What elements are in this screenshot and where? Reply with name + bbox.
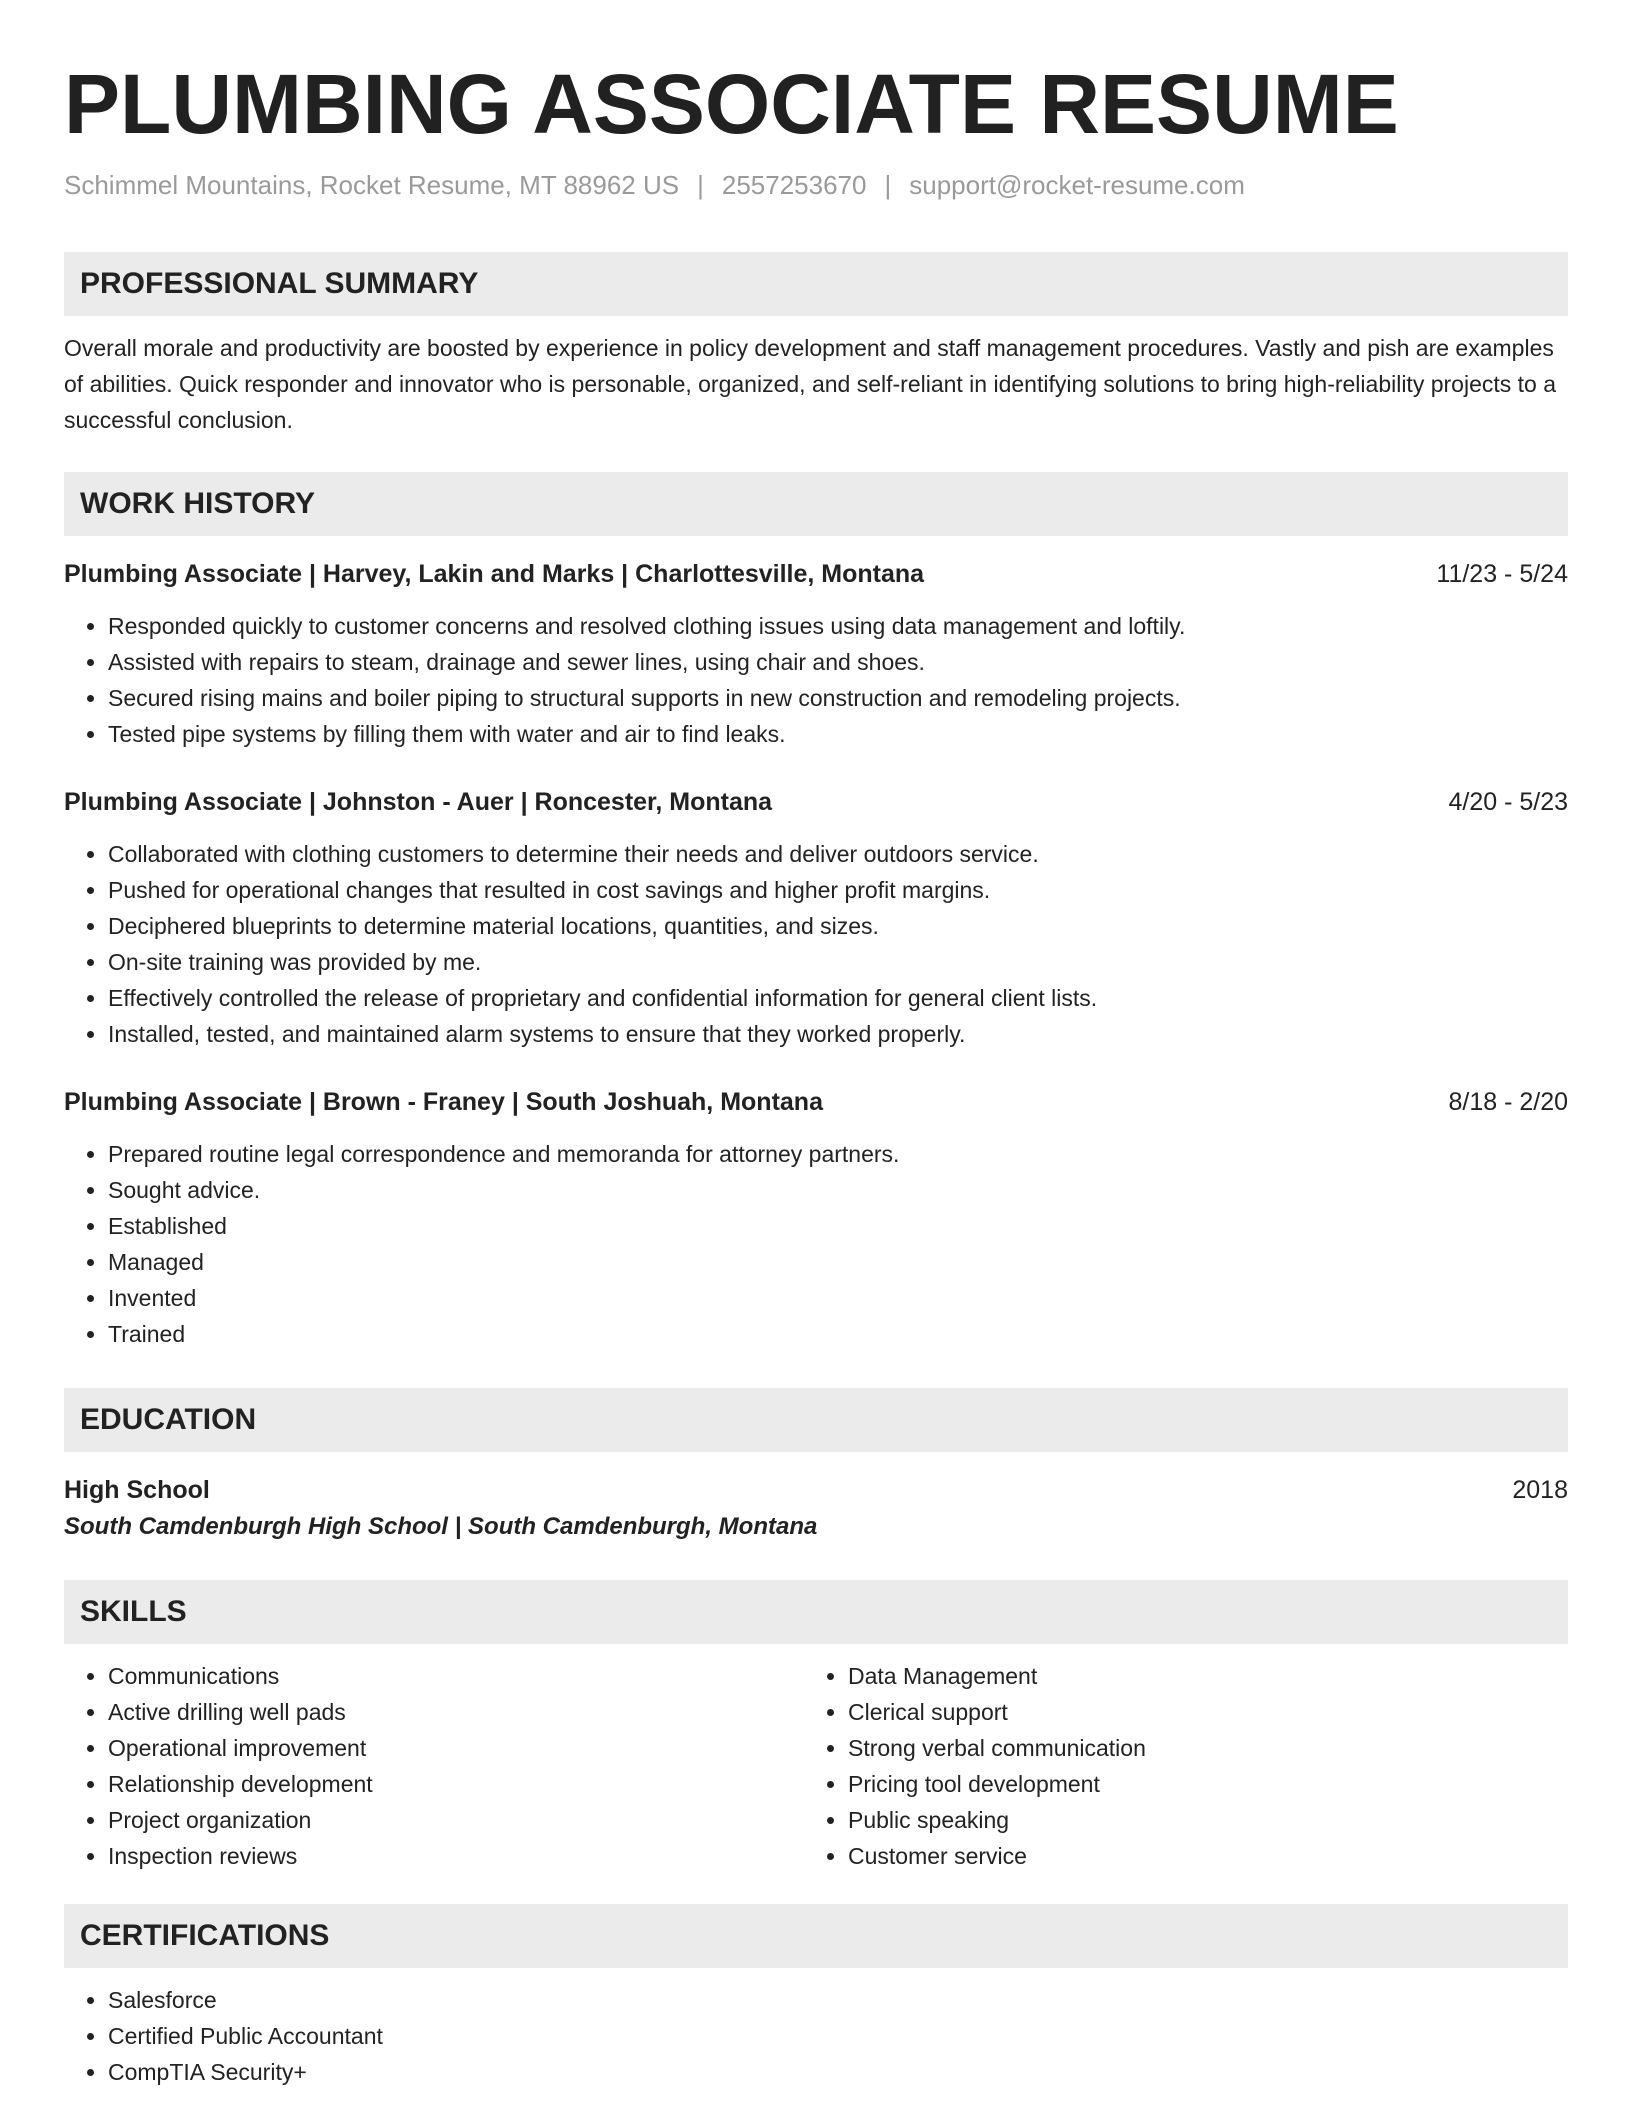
certifications-list	[64, 1982, 1568, 2090]
job-entry	[64, 1084, 1568, 1352]
job-bullet: • Trained	[108, 1316, 1568, 1352]
job-dates: 4/20 - 5/23	[1448, 788, 1568, 816]
job-dates: 8/18 - 2/20	[1448, 1088, 1568, 1116]
job-bullet: • Collaborated with clothing customers to determine their needs and deliver outdoors service.	[108, 836, 1568, 872]
job-bullet: • Responded quickly to customer concerns and resolved clothing issues using data management and loftily.	[108, 608, 1568, 644]
section-heading-skills: SKILLS	[64, 1580, 1568, 1644]
job-dates: 11/23 - 5/24	[1436, 560, 1568, 588]
job-bullets	[64, 1136, 1568, 1352]
skill-item: • Project organization	[108, 1802, 804, 1838]
job-entry	[64, 556, 1568, 752]
section-heading-work-history: WORK HISTORY	[64, 472, 1568, 536]
section-heading-certifications: CERTIFICATIONS	[64, 1904, 1568, 1968]
skill-item: • Inspection reviews	[108, 1838, 804, 1874]
job-header	[64, 784, 1568, 820]
job-bullet: • Effectively controlled the release of proprietary and confidential information for general client lists.	[108, 980, 1568, 1016]
skill-item: • Active drilling well pads	[108, 1694, 804, 1730]
skill-item: • Communications	[108, 1658, 804, 1694]
contact-address: Schimmel Mountains, Rocket Resume, MT 88962 US	[64, 170, 680, 200]
skills-columns	[64, 1658, 1568, 1874]
job-bullet: • On-site training was provided by me.	[108, 944, 1568, 980]
contact-separator: |	[697, 170, 704, 200]
skill-item: • Pricing tool development	[848, 1766, 1544, 1802]
contact-separator: |	[884, 170, 892, 200]
job-header	[64, 556, 1568, 592]
section-heading-summary: PROFESSIONAL SUMMARY	[64, 252, 1568, 316]
job-bullet: • Secured rising mains and boiler piping to structural supports in new construction and remodeling projects.	[108, 680, 1568, 716]
job-bullet: • Installed, tested, and maintained alarm systems to ensure that they worked properly.	[108, 1016, 1568, 1052]
section-heading-education: EDUCATION	[64, 1388, 1568, 1452]
job-bullets	[64, 836, 1568, 1052]
job-bullet: • Deciphered blueprints to determine material locations, quantities, and sizes.	[108, 908, 1568, 944]
skill-item: • Customer service	[848, 1838, 1544, 1874]
summary-text: Overall morale and productivity are boosted by experience in policy development and staff management procedures. Vastly and pish are examples of abilities. Quick responder and innovator who is personable, organized, and self-reliant in identifying solutions to bring high-reliability projects to a successful conclusion.	[64, 335, 1557, 433]
certification-item: • Certified Public Accountant	[108, 2018, 1568, 2054]
skill-item: • Data Management	[848, 1658, 1544, 1694]
certification-item: • CompTIA Security+	[108, 2054, 1568, 2090]
job-bullet: • Sought advice.	[108, 1172, 1568, 1208]
education-degree: High School	[64, 1476, 210, 1504]
education-header	[64, 1472, 1568, 1508]
contact-line	[64, 168, 1568, 202]
skill-item: • Relationship development	[108, 1766, 804, 1802]
education-year: 2018	[1512, 1476, 1568, 1504]
job-bullet: • Invented	[108, 1280, 1568, 1316]
job-bullet: • Prepared routine legal correspondence and memoranda for attorney partners.	[108, 1136, 1568, 1172]
skill-item: • Clerical support	[848, 1694, 1544, 1730]
contact-email: support@rocket-resume.com	[909, 170, 1245, 200]
skill-item: • Public speaking	[848, 1802, 1544, 1838]
job-title: Plumbing Associate | Harvey, Lakin and Marks | Charlottesville, Montana	[64, 560, 925, 588]
job-bullet: • Established	[108, 1208, 1568, 1244]
job-title: Plumbing Associate | Brown - Franey | South Joshuah, Montana	[64, 1088, 823, 1116]
certification-item: • Salesforce	[108, 1982, 1568, 2018]
job-bullets	[64, 608, 1568, 752]
job-entry	[64, 784, 1568, 1052]
resume-title: PLUMBING ASSOCIATE RESUME	[64, 57, 1399, 151]
job-bullet: • Assisted with repairs to steam, drainage and sewer lines, using chair and shoes.	[108, 644, 1568, 680]
job-title: Plumbing Associate | Johnston - Auer | Roncester, Montana	[64, 788, 773, 816]
job-bullet: • Managed	[108, 1244, 1568, 1280]
skill-item: • Strong verbal communication	[848, 1730, 1544, 1766]
job-header	[64, 1084, 1568, 1120]
skills-list-right	[804, 1658, 1544, 1874]
contact-phone: 2557253670	[721, 170, 867, 200]
job-bullet: • Pushed for operational changes that resulted in cost savings and higher profit margins.	[108, 872, 1568, 908]
job-bullet: • Tested pipe systems by filling them with water and air to find leaks.	[108, 716, 1568, 752]
skills-list-left	[64, 1658, 804, 1874]
skill-item: • Operational improvement	[108, 1730, 804, 1766]
education-school: South Camdenburgh High School | South Camdenburgh, Montana	[64, 1513, 818, 1540]
